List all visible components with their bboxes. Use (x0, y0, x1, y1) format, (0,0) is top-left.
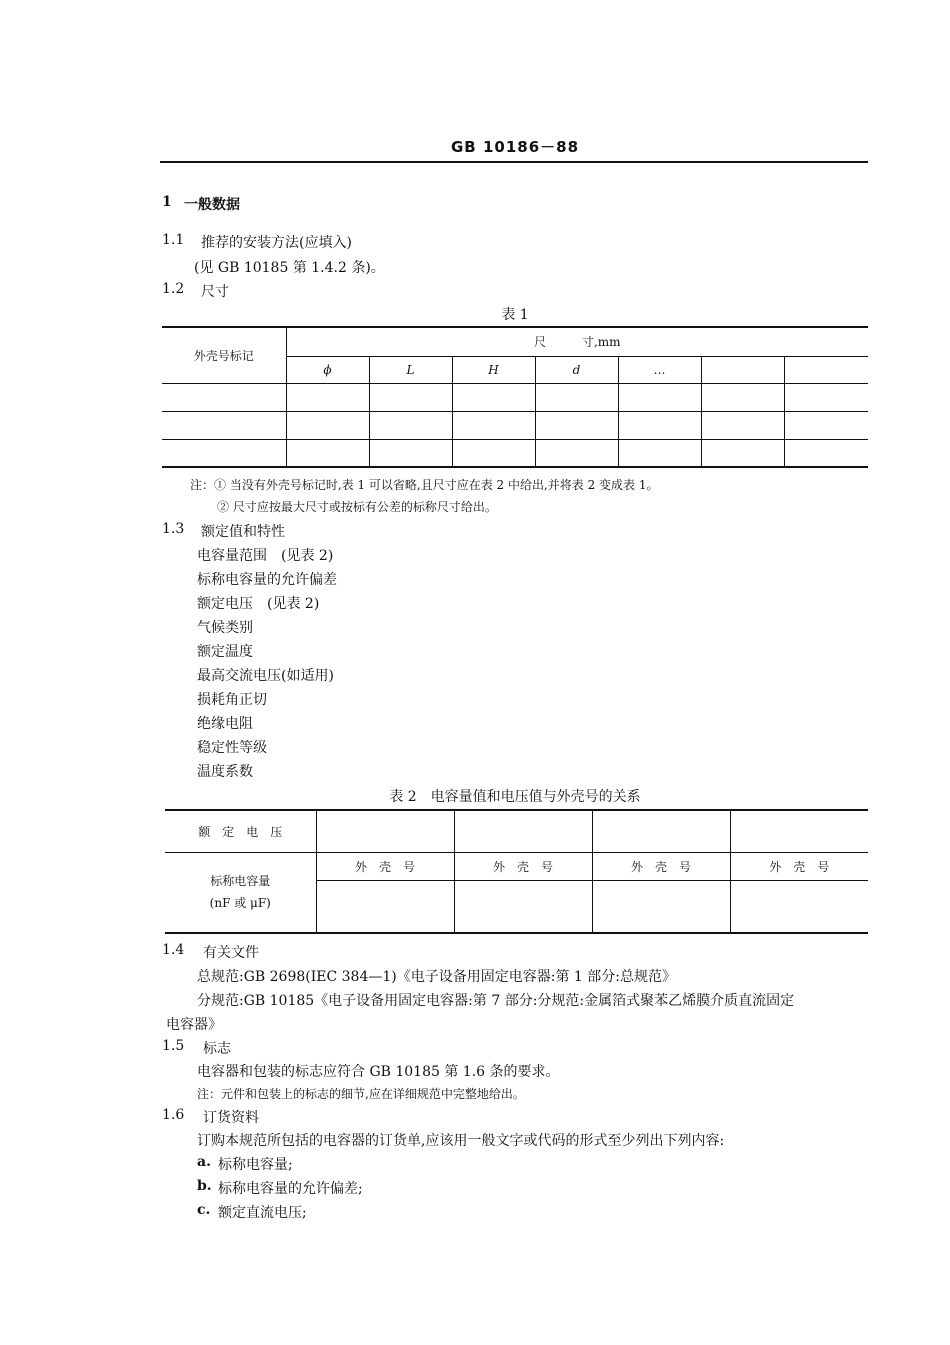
rating-item: 气候类别 (197, 620, 253, 636)
table-1-note-1: 注：① 当没有外壳号标记时,表 1 可以省略,且尺寸应在表 2 中给出,并将表 2 变成表 1。 (190, 478, 659, 492)
sectional-spec-line: 分规范:GB 10185《电子设备用固定电容器:第 7 部分:分规范:金属箔式聚苯乙烯膜介质直流固定 (197, 993, 795, 1009)
section-1-number: 1 (162, 194, 172, 210)
section-1-3-title: 额定值和特性 (201, 524, 285, 540)
ordering-item-label: a. (197, 1154, 211, 1170)
section-1-title: 一般数据 (184, 197, 240, 213)
case-number-header: 外 壳 号 (592, 852, 730, 880)
generic-spec-line: 总规范:GB 2698(IEC 384—1)《电子设备用固定电容器:第 1 部分:总规范》 (197, 969, 676, 985)
capacitance-unit: (nF 或 μF) (209, 896, 271, 911)
table-1-col-phi: ϕ (286, 356, 369, 383)
case-number-header: 外 壳 号 (454, 852, 592, 880)
table-1-row (162, 411, 868, 439)
section-1-4-title: 有关文件 (203, 945, 259, 961)
table-1 (162, 326, 868, 468)
table-1-note-2: ② 尺寸应按最大尺寸或按标有公差的标称尺寸给出。 (217, 500, 497, 514)
nominal-capacitance-label (165, 852, 316, 933)
rating-item: 损耗角正切 (197, 692, 267, 708)
table-1-col-h: H (452, 356, 535, 383)
table-2-caption: 表 2 电容量值和电压值与外壳号的关系 (389, 789, 641, 805)
marking-text: 电容器和包装的标志应符合 GB 10185 第 1.6 条的要求。 (197, 1064, 560, 1080)
section-1-2-number: 1.2 (162, 281, 185, 297)
rating-item: 额定电压 (见表 2) (197, 596, 320, 612)
capacitance-label: 标称电容量 (210, 874, 271, 889)
marking-note: 注：元件和包装上的标志的细节,应在详细规范中完整地给出。 (197, 1087, 525, 1101)
section-1-4-number: 1.4 (162, 942, 185, 958)
case-number-header: 外 壳 号 (316, 852, 454, 880)
section-1-1-note: (见 GB 10185 第 1.4.2 条)。 (194, 260, 385, 276)
table-1-caption: 表 1 (501, 307, 529, 323)
section-1-3-number: 1.3 (162, 521, 185, 537)
rating-item: 稳定性等级 (197, 740, 267, 756)
ordering-item-text: 额定直流电压; (218, 1205, 307, 1221)
table-1-col-l: L (369, 356, 452, 383)
case-number-header: 外 壳 号 (730, 852, 868, 880)
rating-item: 标称电容量的允许偏差 (197, 572, 337, 588)
ordering-item-label: b. (197, 1178, 212, 1194)
section-1-1-number: 1.1 (162, 232, 185, 248)
rating-item: 温度系数 (197, 764, 253, 780)
ordering-item-text: 标称电容量的允许偏差; (218, 1181, 363, 1197)
table-1-row (162, 439, 868, 467)
standard-code-header: GB 10186－88 (450, 138, 580, 156)
rating-item: 最高交流电压(如适用) (197, 668, 334, 684)
section-1-5-title: 标志 (203, 1041, 231, 1057)
section-1-5-number: 1.5 (162, 1038, 185, 1054)
ordering-item-label: c. (197, 1202, 211, 1218)
ordering-item-text: 标称电容量; (218, 1157, 293, 1173)
rating-item: 电容量范围 (见表 2) (197, 548, 334, 564)
section-1-6-title: 订货资料 (203, 1110, 259, 1126)
table-1-col-ellipsis: … (618, 356, 701, 383)
table-1-col-d: d (535, 356, 618, 383)
table-1-row (162, 383, 868, 411)
rated-voltage-label: 额 定 电 压 (198, 824, 283, 839)
ordering-text: 订购本规范所包括的电容器的订货单,应该用一般文字或代码的形式至少列出下列内容: (197, 1133, 725, 1149)
table-1-col-blank-1 (701, 356, 784, 383)
section-1-6-number: 1.6 (162, 1107, 185, 1123)
header-rule (160, 161, 868, 163)
table-2 (165, 809, 868, 934)
section-1-2-title: 尺寸 (201, 284, 229, 300)
section-1-1-title: 推荐的安装方法(应填入) (201, 235, 352, 251)
table-1-row-header: 外壳号标记 (193, 348, 254, 363)
table-1-dimension-header: 尺 寸,mm (286, 327, 868, 356)
rating-item: 绝缘电阻 (197, 716, 253, 732)
table-1-col-blank-2 (784, 356, 868, 383)
sectional-spec-line-cont: 电容器》 (166, 1017, 222, 1033)
rating-item: 额定温度 (197, 644, 253, 660)
